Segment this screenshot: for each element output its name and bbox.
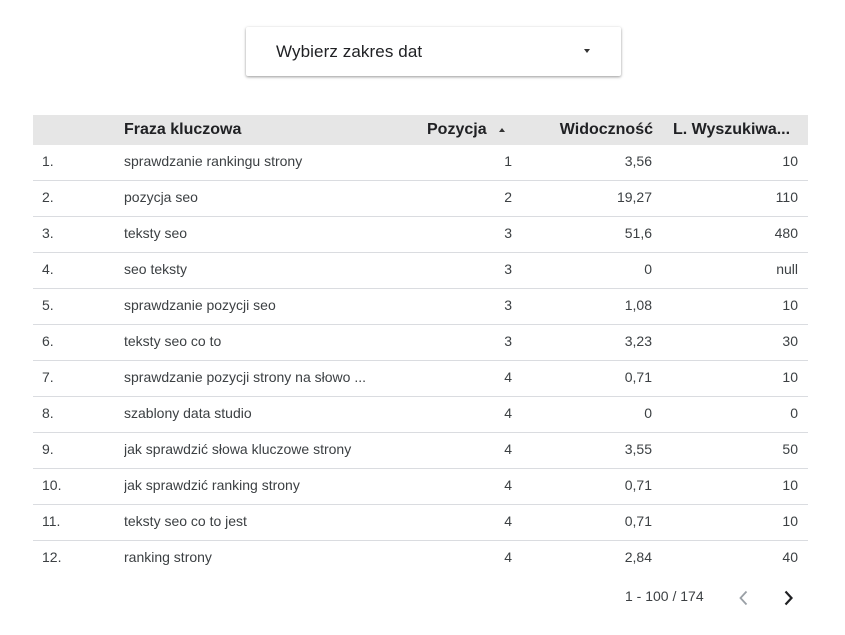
keyword-phrase: jak sprawdzić słowa kluczowe strony [124,441,352,457]
position-value: 4 [504,405,512,421]
date-range-label: Wybierz zakres dat [276,42,423,61]
row-number: 12. [42,549,62,565]
visibility-value: 3,23 [624,333,652,349]
position-value: 1 [504,153,512,169]
searches-value: 50 [782,441,798,457]
searches-value: 110 [775,189,798,205]
table-body [33,145,808,577]
table-row[interactable] [33,505,808,541]
position-value: 4 [504,513,512,529]
keyword-phrase: sprawdzanie pozycji seo [124,297,276,313]
row-number: 8. [42,405,54,421]
chevron-left-icon[interactable] [733,587,755,609]
column-header-phrase[interactable]: Fraza kluczowa [124,121,242,138]
searches-value: 10 [782,369,798,385]
row-number: 6. [42,333,54,349]
column-header-position[interactable]: Pozycja [427,121,487,138]
position-value: 3 [504,261,512,277]
row-number: 1. [42,153,54,169]
table-row[interactable] [33,217,808,253]
visibility-value: 51,6 [624,225,652,241]
pagination-range: 1 - 100 / 174 [625,588,704,604]
visibility-value: 0,71 [624,513,652,529]
row-number: 7. [42,369,54,385]
dropdown-arrow-icon [584,49,590,53]
visibility-value: 1,08 [624,297,652,313]
table-row[interactable] [33,181,808,217]
row-number: 3. [42,225,54,241]
visibility-value: 0 [644,405,652,421]
visibility-value: 2,84 [624,549,652,565]
table-row[interactable] [33,433,808,469]
table-row[interactable] [33,397,808,433]
row-number: 2. [42,189,54,205]
keyword-phrase: teksty seo co to [124,333,222,349]
position-value: 4 [504,369,512,385]
date-range-picker[interactable] [246,27,621,76]
position-value: 4 [504,549,512,565]
keyword-phrase: szablony data studio [124,405,252,421]
row-number: 5. [42,297,54,313]
searches-value: 10 [782,477,798,493]
searches-value: null [776,261,798,277]
table-row[interactable] [33,289,808,325]
visibility-value: 3,56 [624,153,652,169]
position-value: 3 [504,297,512,313]
keyword-phrase: pozycja seo [124,189,198,205]
table-row[interactable] [33,361,808,397]
table-row[interactable] [33,253,808,289]
searches-value: 480 [774,225,798,241]
keyword-phrase: sprawdzanie rankingu strony [124,153,303,169]
column-header-searches[interactable]: L. Wyszukiwa... [673,121,791,138]
position-value: 4 [504,477,512,493]
searches-value: 30 [782,333,798,349]
visibility-value: 0,71 [624,477,652,493]
visibility-value: 0 [644,261,652,277]
row-number: 9. [42,441,54,457]
keyword-phrase: teksty seo [124,225,188,241]
keyword-phrase: teksty seo co to jest [124,513,247,529]
keyword-phrase: sprawdzanie pozycji strony na słowo ... [124,369,366,385]
sort-ascending-icon[interactable] [499,128,505,132]
table-row[interactable] [33,469,808,505]
searches-value: 40 [782,549,798,565]
row-number: 10. [42,477,62,493]
keywords-table [33,115,808,577]
searches-value: 10 [782,153,798,169]
visibility-value: 3,55 [624,441,652,457]
keyword-phrase: jak sprawdzić ranking strony [124,477,300,493]
table-row[interactable] [33,145,808,181]
row-number: 11. [42,513,61,529]
searches-value: 10 [782,513,798,529]
chevron-right-icon[interactable] [777,587,799,609]
visibility-value: 0,71 [624,369,652,385]
position-value: 3 [504,225,512,241]
column-header-visibility[interactable]: Widoczność [559,121,653,138]
position-value: 2 [504,189,512,205]
position-value: 4 [504,441,512,457]
keyword-phrase: ranking strony [124,549,212,565]
searches-value: 10 [782,297,798,313]
row-number: 4. [42,261,54,277]
table-header [33,115,808,145]
searches-value: 0 [790,405,798,421]
table-row[interactable] [33,541,808,577]
visibility-value: 19,27 [616,189,652,205]
position-value: 3 [504,333,512,349]
table-row[interactable] [33,325,808,361]
keyword-phrase: seo teksty [124,261,188,277]
